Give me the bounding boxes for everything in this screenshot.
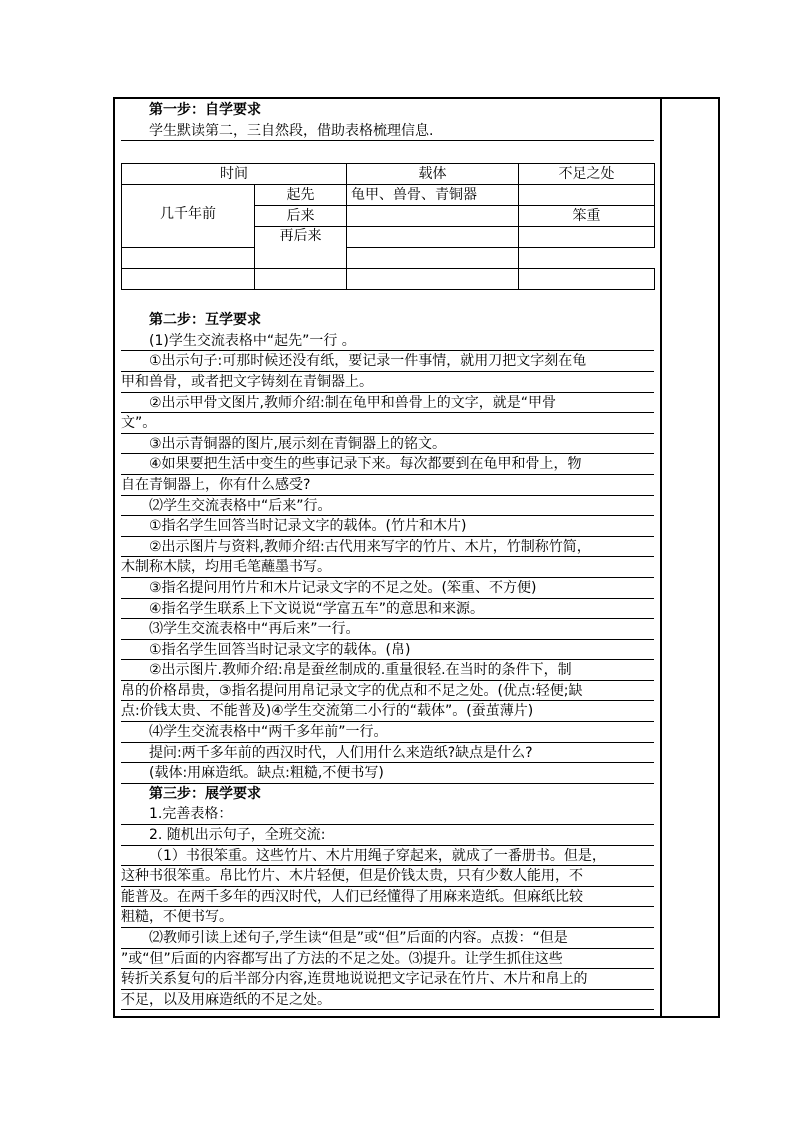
header-time: 时间: [122, 164, 347, 185]
text-line: (1)学生交流表格中“起先”一行 。: [121, 331, 654, 352]
table-row: [122, 269, 655, 290]
text-line: ⑵教师引读上述句子,学生读“但是”或“但”后面的内容。点拨：“但是: [121, 928, 654, 949]
carrier-cell: [347, 227, 519, 248]
text-line: 粗糙，不便书写。: [121, 907, 654, 928]
step2-body: [121, 331, 654, 784]
text-line: （1）书很笨重。这些竹片、木片用绳子穿起来，就成了一番册书。但是，: [121, 846, 654, 867]
text-line: 木制称木牍，均用毛笔蘸墨书写。: [121, 557, 654, 578]
text-line: ③指名提问用竹片和木片记录文字的不足之处。(笨重、不方便): [121, 578, 654, 599]
shortcoming-cell: 笨重: [519, 206, 655, 227]
text-line: 转折关系复句的后半部分内容,连贯地说说把文字记录在竹片、木片和帛上的: [121, 969, 654, 990]
text-line: 文”。: [121, 413, 654, 434]
carrier-cell: 龟甲、兽骨、青铜器: [347, 185, 519, 206]
text-line: ③出示青铜器的图片,展示刻在青铜器上的铭文。: [121, 434, 654, 455]
stage-cell: 再后来: [255, 227, 347, 269]
text-line: ①指名学生回答当时记录文字的载体。(竹片和木片): [121, 516, 654, 537]
carrier-cell: [347, 206, 519, 227]
step1-heading: 第一步：自学要求: [149, 102, 261, 118]
text-line: ②出示甲骨文图片,教师介绍:制在龟甲和兽骨上的文字，就是“甲骨: [121, 393, 654, 414]
empty-cell: [519, 269, 655, 290]
text-line: 自在青铜器上，你有什么感受?: [121, 475, 654, 496]
text-line: ⑷学生交流表格中“两千多年前”一行。: [121, 722, 654, 743]
empty-cell: [255, 269, 347, 290]
text-line: ②出示图片与资料,教师介绍:古代用来写字的竹片、木片，竹制称竹简，: [121, 537, 654, 558]
text-line: 点:价钱太贵、不能普及)④学生交流第二小行的“载体”。(蚕茧薄片): [121, 701, 654, 722]
text-line: 甲和兽骨，或者把文字铸刻在青铜器上。: [121, 372, 654, 393]
lesson-content: [121, 100, 654, 1010]
text-line: (载体:用麻造纸。缺点:粗糙,不便书写): [121, 763, 654, 784]
text-line: ②出示图片.教师介绍:帛是蚕丝制成的.重量很轻.在当时的条件下，制: [121, 660, 654, 681]
text-line: 这种书很笨重。帛比竹片、木片轻便，但是价钱太贵，只有少数人能用，不: [121, 866, 654, 887]
table-header-row: [122, 164, 655, 185]
table-row: [122, 248, 655, 269]
text-line: 帛的价格昂贵，③指名提问用帛记录文字的优点和不足之处。(优点:轻便;缺: [121, 681, 654, 702]
step3-heading: 第三步：展学要求: [149, 785, 261, 802]
text-line: 能普及。在两千多年的西汉时代，人们已经懂得了用麻来造纸。但麻纸比较: [121, 887, 654, 908]
header-shortcoming: 不足之处: [519, 164, 655, 185]
text-line: 1.完善表格：: [121, 804, 654, 825]
text-line: ”或“但”后面的内容都写出了方法的不足之处。⑶提升。让学生抓住这些: [121, 949, 654, 970]
header-carrier: 载体: [347, 164, 519, 185]
info-table: [121, 163, 655, 290]
text-line: 提问:两千多年前的西汉时代，人们用什么来造纸?缺点是什么?: [121, 743, 654, 764]
era-cell: 几千年前: [122, 185, 255, 248]
stage-cell: 后来: [255, 206, 347, 227]
shortcoming-cell: [519, 227, 655, 248]
column-divider: [660, 97, 662, 1018]
text-line: ⑶学生交流表格中“再后来”一行。: [121, 619, 654, 640]
step1-instruction: 学生默读第二，三自然段，借助表格梳理信息.: [121, 121, 654, 142]
step2-heading: 第二步：互学要求: [149, 312, 261, 329]
empty-cell: [347, 248, 519, 269]
text-line: ⑵学生交流表格中“后来”行。: [121, 496, 654, 517]
empty-cell: [122, 269, 255, 290]
step3-body: [121, 804, 654, 1010]
text-line: 不足，以及用麻造纸的不足之处。: [121, 990, 654, 1011]
stage-cell: 起先: [255, 185, 347, 206]
table-row: [122, 185, 655, 206]
shortcoming-cell: [519, 185, 655, 206]
text-line: ④如果要把生活中变生的些事记录下来。每次都要到在龟甲和骨上，物: [121, 454, 654, 475]
empty-cell: [347, 269, 519, 290]
text-line: ①出示句子:可那时候还没有纸，要记录一件事情，就用刀把文字刻在龟: [121, 351, 654, 372]
text-line: ①指名学生回答当时记录文字的载体。(帛): [121, 640, 654, 661]
text-line: ④指名学生联系上下文说说“学富五车”的意思和来源。: [121, 599, 654, 620]
empty-cell: [122, 248, 255, 269]
text-line: 2. 随机出示句子，全班交流:: [121, 825, 654, 846]
